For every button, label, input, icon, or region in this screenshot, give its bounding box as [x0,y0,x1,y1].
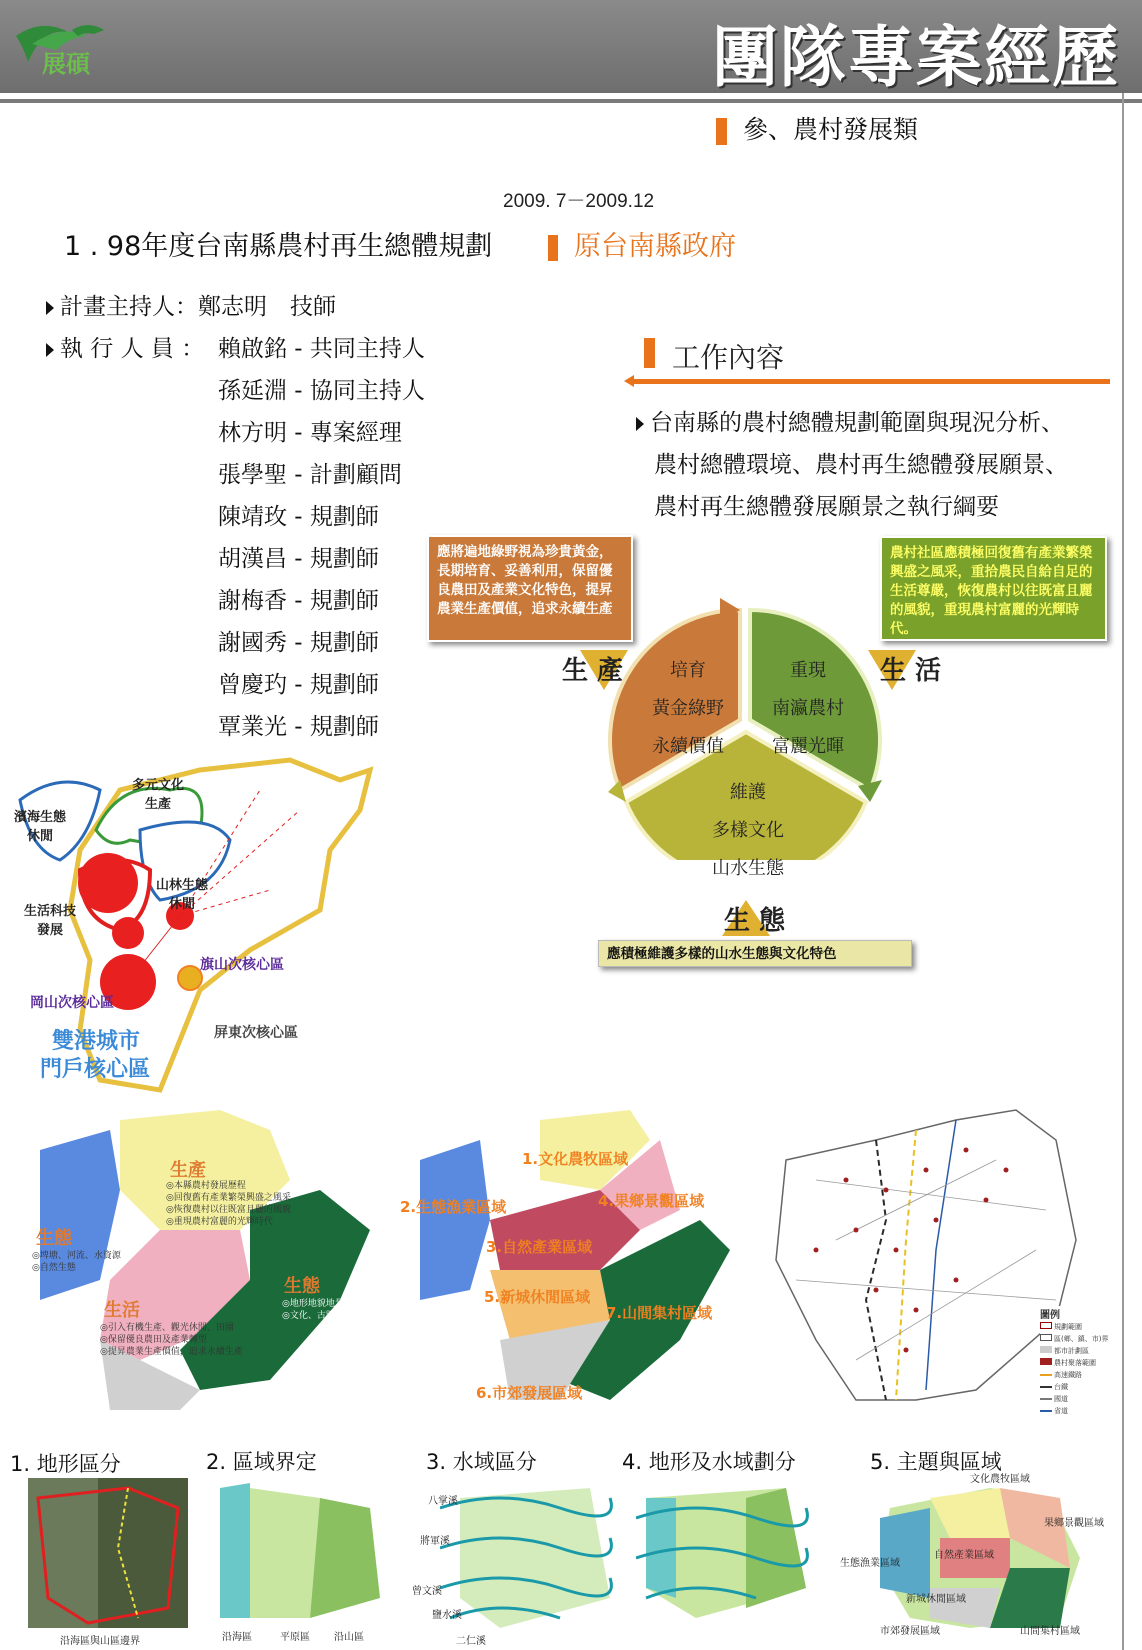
work-line: 農村再生總體發展願景之執行綱要 [654,494,999,520]
logo-text: 展碩 [42,49,90,78]
company-logo [12,14,122,84]
legend-label: 高速鐵路 [1054,1371,1082,1379]
team-member: 陳靖玫 - 規劃師 [218,504,379,530]
bullet-icon [46,301,54,315]
cycle-line: 培育 [670,660,706,681]
page-title: 團隊專案經歷 [712,18,1120,96]
zone-item: ◎文化、古蹟 [282,1311,335,1321]
step2-region-map [210,1478,390,1628]
note-ecology: 應積極維護多樣的山水生態與文化特色 [598,940,912,967]
team-member: 張學聖 - 計劃顧問 [218,462,402,488]
legend-label: 區(鄉、鎮、市)界 [1054,1335,1109,1343]
orange-bar-icon [548,235,558,261]
cycle-line: 南瀛農村 [772,698,844,719]
region-label: 3.自然產業區域 [486,1238,593,1256]
zone-item: ◎恢復農村以往既富且麗的風貌 [166,1205,291,1215]
map-label: 旗山次核心區 [200,957,284,973]
zone-item: ◎地形地貌地景 [282,1299,344,1309]
zone-items [166,1180,291,1228]
step-label: 沿山區 [334,1632,364,1643]
cycle-line: 多樣文化 [712,820,784,841]
legend-swatch-icon [1040,1386,1052,1388]
step3-water-map [440,1478,620,1638]
legend-title: 圖例 [1040,1310,1060,1321]
legend-item [1040,1381,1122,1393]
label-ecology: 生 態 [724,906,786,936]
team-member: 曾慶玓 - 規劃師 [218,672,379,698]
legend-item [1040,1405,1122,1417]
zone-item: ◎埤塘、河流、水資源 [32,1251,121,1261]
project-title: 1 . 98年度台南縣農村再生總體規劃 [64,231,493,262]
step-label: 二仁溪 [456,1636,486,1647]
map-label: 生活科技發展 [23,904,76,938]
zone-item: ◎本縣農村發展歷程 [166,1181,246,1191]
legend-swatch-icon [1040,1322,1052,1329]
legend-swatch-icon [1040,1346,1052,1353]
step-label: 文化農牧區域 [970,1474,1030,1485]
region-label: 2.生態漁業區域 [400,1198,507,1216]
orange-bar-icon [644,338,655,368]
legend-item [1040,1369,1122,1381]
work-title: 工作內容 [672,341,785,374]
ecology-text [688,774,808,888]
team-staff-label-row [46,330,204,363]
map-label: 山林生態休閒 [155,878,208,912]
legend-label: 規劃範圍 [1054,1323,1082,1331]
legend-item [1040,1393,1122,1405]
step-label: 曾文溪 [412,1586,442,1597]
cycle-line: 黃金綠野 [652,698,724,719]
step-label: 山間集村區域 [1020,1626,1080,1637]
cycle-line: 永續價值 [652,736,724,757]
zone-items [100,1322,243,1358]
client-name: 原台南縣政府 [574,231,736,262]
project-date: 2009. 7－2009.12 [503,191,655,212]
life-text [748,652,868,766]
zone-item: ◎重現農村富麗的光輝時代 [166,1217,273,1227]
step-title: 2. 區域界定 [206,1450,317,1474]
zone-label: 生活 [104,1300,140,1321]
step-label: 果鄉景觀區域 [1044,1518,1104,1529]
step-label: 沿海區與山區邊界 [60,1636,140,1647]
map-legend [1040,1306,1122,1417]
bullet-icon [636,417,644,431]
legend-item [1040,1357,1122,1369]
legend-label: 都市計劃區 [1054,1347,1089,1355]
step-label: 生態漁業區域 [840,1558,900,1569]
work-line: 農村總體環境、農村再生總體發展願景、 [654,452,1068,478]
legend-label: 國道 [1054,1395,1068,1403]
step-label: 八掌溪 [428,1496,458,1507]
step-title: 3. 水域區分 [426,1450,537,1474]
team-member: 謝國秀 - 規劃師 [218,630,379,656]
step-title: 1. 地形區分 [10,1452,121,1476]
zone-items [32,1250,121,1274]
header-divider [0,99,1142,103]
step1-terrain-map [28,1478,188,1628]
step4-combined-map [636,1478,816,1628]
team-member: 胡漢昌 - 規劃師 [218,546,379,572]
zone-label: 生產 [170,1160,206,1181]
zone-label: 生態 [36,1228,72,1249]
map-label: 雙港城市 [52,1029,141,1054]
legend-swatch-icon [1040,1374,1052,1376]
zone-item: ◎自然生態 [32,1263,76,1273]
team-member: 賴啟銘 - 共同主持人 [218,336,425,362]
cycle-line: 重現 [790,660,826,681]
map-label: 門戶核心區 [40,1057,151,1082]
team-member: 謝梅香 - 規劃師 [218,588,379,614]
zone-item: ◎引入有機生產、觀光休閒、田園 [100,1323,234,1333]
orange-bar-icon [716,118,727,145]
zone-item: ◎提昇農業生產價值，追求永續生產 [100,1347,243,1357]
team-member: 覃業光 - 規劃師 [218,714,379,740]
right-border-line [1122,93,1124,1650]
legend-item [1040,1321,1122,1333]
step-label: 鹽水溪 [432,1610,462,1621]
legend-swatch-icon [1040,1398,1052,1400]
cycle-line: 富麗光暉 [772,736,844,757]
legend-swatch-icon [1040,1334,1052,1341]
legend-label: 農村聚落範圍 [1054,1359,1096,1367]
step-title: 5. 主題與區域 [870,1450,1002,1474]
legend-swatch-icon [1040,1410,1052,1412]
step-label: 新城休閒區域 [906,1594,966,1605]
map-label: 濱海生態休閒 [14,810,67,844]
staff-label: 執 行 人 員 ： [60,336,205,362]
zone-item: ◎保留優良農田及產業轉型 [100,1335,207,1345]
step-title: 4. 地形及水域劃分 [622,1450,796,1474]
step-label: 沿海區 [222,1632,252,1643]
team-leader-row [46,288,336,321]
team-member: 林方明 - 專案經理 [218,420,402,446]
leader-name: 鄭志明 技師 [198,294,336,320]
legend-item [1040,1345,1122,1357]
team-member: 孫延淵 - 協同主持人 [218,378,425,404]
legend-swatch-icon [1040,1358,1052,1365]
zone-label: 生態 [284,1276,320,1297]
step-label: 將軍溪 [420,1536,450,1547]
work-rule-arrow [624,375,634,387]
work-line-text: 台南縣的農村總體規劃範圍與現況分析、 [650,410,1064,436]
step-label: 平原區 [280,1632,310,1643]
note-production: 應將遍地綠野視為珍貴黃金，長期培育、妥善利用，保留優良農田及產業文化特色，提昇農業生產價值，追求永續生產 [427,535,633,642]
cycle-line: 山水生態 [712,858,784,879]
leader-label: 計畫主持人： [60,294,198,320]
map-label: 岡山次核心區 [30,995,114,1011]
step-label: 自然產業區域 [934,1550,994,1561]
region-label: 4.果鄉景觀區域 [598,1192,705,1210]
region-label: 6.市郊發展區域 [476,1384,583,1402]
label-production: 生 產 [562,656,624,686]
region-label: 5.新城休閒區域 [484,1288,591,1306]
section-title: 參、農村發展類 [743,115,919,144]
bullet-icon [46,343,54,357]
project-client [548,224,736,263]
map-label: 多元文化生產 [131,778,184,812]
legend-item [1040,1333,1122,1345]
work-rule [630,379,1110,384]
production-text [628,652,748,766]
section-heading [716,110,918,146]
note-life: 農村社區應積極回復舊有產業繁榮興盛之風采，重拾農民自給自足的生活尊嚴，恢復農村以往既富且麗的風貌，重現農村富麗的光輝時代。 [880,536,1107,641]
zone-item: ◎回復舊有產業繁榮興盛之風采 [166,1193,291,1203]
region-label: 1.文化農牧區域 [522,1150,629,1168]
label-life: 生 活 [880,656,942,686]
work-line [636,404,1064,437]
step-label: 市郊發展區域 [880,1626,940,1637]
legend-label: 省道 [1054,1407,1068,1415]
legend-label: 台鐵 [1054,1383,1068,1391]
zone-items [282,1298,344,1322]
region-label: 7.山間集村區域 [606,1304,713,1322]
map-label: 屏東次核心區 [214,1025,298,1041]
cycle-line: 維護 [730,782,766,803]
